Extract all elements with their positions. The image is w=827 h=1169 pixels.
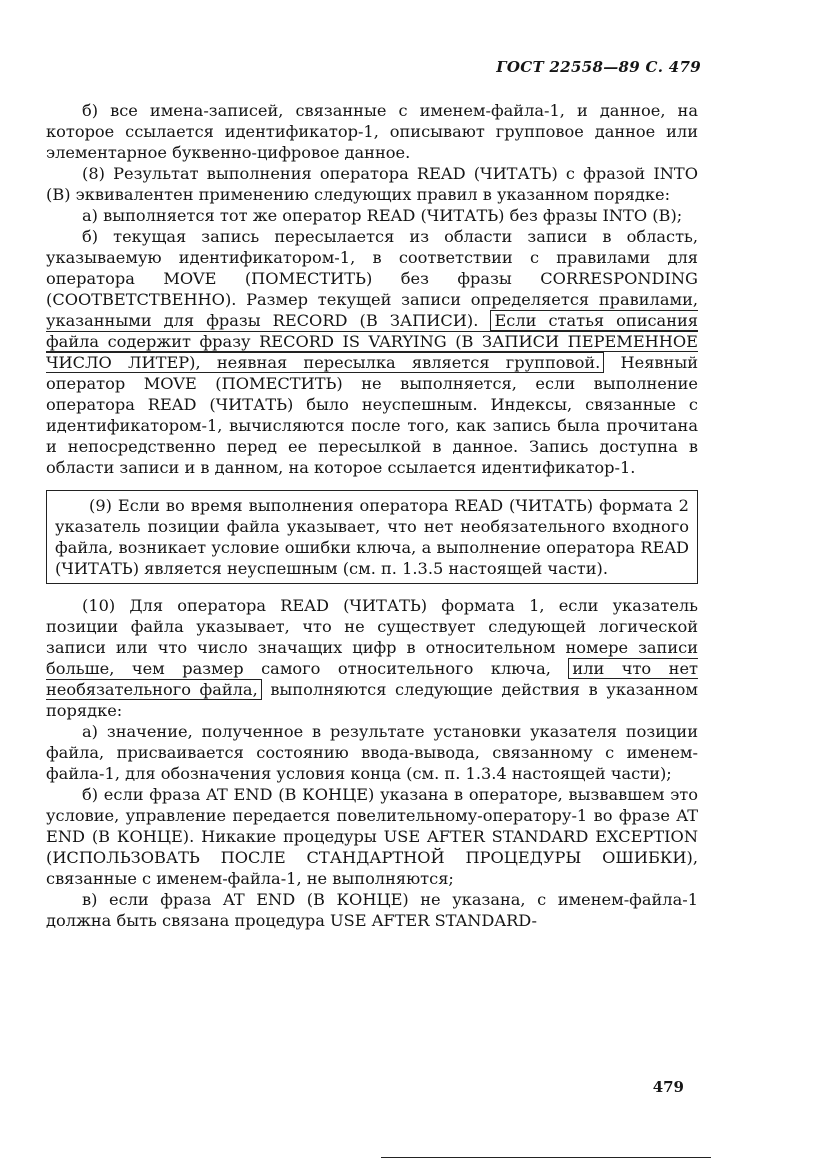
paragraph-10b: б) если фраза AT END (В КОНЦЕ) указана в операторе, вызвавшем это условие, управление передается повелительному-оператору-1 во фразе AT END (В КОНЦЕ). Никакие процедуры USE AFTER STANDARD EXCEPTION (ИСПОЛЬЗОВАТЬ ПОСЛЕ СТАНДАРТНОЙ ПРОЦЕДУРЫ ОШИБКИ), связанные с именем-файла-1, не выполняются; — [46, 785, 698, 888]
paragraph-10-end: выполняются следующие действия в указанном порядке: — [46, 680, 698, 720]
paragraph-10 — [46, 595, 698, 721]
bottom-rule — [381, 1157, 711, 1158]
paragraph-10c: в) если фраза AT END (В КОНЦЕ) не указана, с именем-файла-1 должна быть связана процедура USE AFTER STANDARD- — [46, 890, 698, 930]
paragraph-10a: а) значение, полученное в результате установки указателя позиции файла, присваивается состоянию ввода-вывода, связанному с именем-файла-1, для обозначения условия конца (см. п. 1.3.4 настоящей части); — [46, 722, 698, 783]
paragraph-10-start: (10) Для оператора READ (ЧИТАТЬ) формата 1, если указатель позиции файла указывает, что не существует следующей логической записи или что число значащих цифр в относительном номере записи больше, чем размер самого относительного ключа, — [46, 596, 698, 678]
boxed-insertion-varying: Если статья описания файла содержит фразу RECORD IS VARYING (В ЗАПИСИ ПЕРЕМЕННОЕ ЧИСЛО ЛИТЕР), неявная пересылка является групповой. — [46, 311, 698, 372]
paragraph-8b — [46, 226, 698, 478]
body-text — [46, 100, 698, 931]
boxed-insertion-optional-file: или что нет необязательного файла, — [46, 659, 699, 699]
paragraph-8a: а) выполняется тот же оператор READ (ЧИТАТЬ) без фразы INTO (В); — [82, 206, 683, 225]
paragraph-8: (8) Результат выполнения оператора READ (ЧИТАТЬ) с фразой INTO (В) эквивалентен применению следующих правил в указанном порядке: — [46, 164, 698, 204]
paragraph-b-names: б) все имена-записей, связанные с именем-файла-1, и данное, на которое ссылается идентификатор-1, описывают групповое данное или элементарное буквенно-цифровое данное. — [46, 101, 698, 162]
paragraph-9: (9) Если во время выполнения оператора READ (ЧИТАТЬ) формата 2 указатель позиции файла указывает, что нет необязательного входного файла, возникает условие ошибки ключа, а выполнение оператора READ (ЧИТАТЬ) является неуспешным (см. п. 1.3.5 настоящей части). — [55, 496, 689, 578]
page-number: 479 — [652, 1078, 684, 1096]
boxed-paragraph-9 — [46, 490, 698, 584]
paragraph-8b-start: б) текущая запись пересылается из области записи в область, указываемую идентификатором-1, в соответствии с правилами для оператора MOVE (ПОМЕСТИТЬ) без фразы CORRESPONDING (СООТВЕТСТВЕННО). Размер текущей записи определяется правилами, указанными для фразы RECORD (В ЗАПИСИ). — [46, 227, 698, 330]
running-header: ГОСТ 22558—89 С. 479 — [496, 58, 701, 76]
paragraph-8b-end: Неявный оператор MOVE (ПОМЕСТИТЬ) не выполняется, если выполнение оператора READ (ЧИТАТЬ) было неуспешным. Индексы, связанные с идентификатором-1, вычисляются после того, как запись была прочитана и непосредственно перед ее пересылкой в данное. Запись доступна в области записи и в данном, на которое ссылается идентификатор-1. — [46, 353, 698, 477]
